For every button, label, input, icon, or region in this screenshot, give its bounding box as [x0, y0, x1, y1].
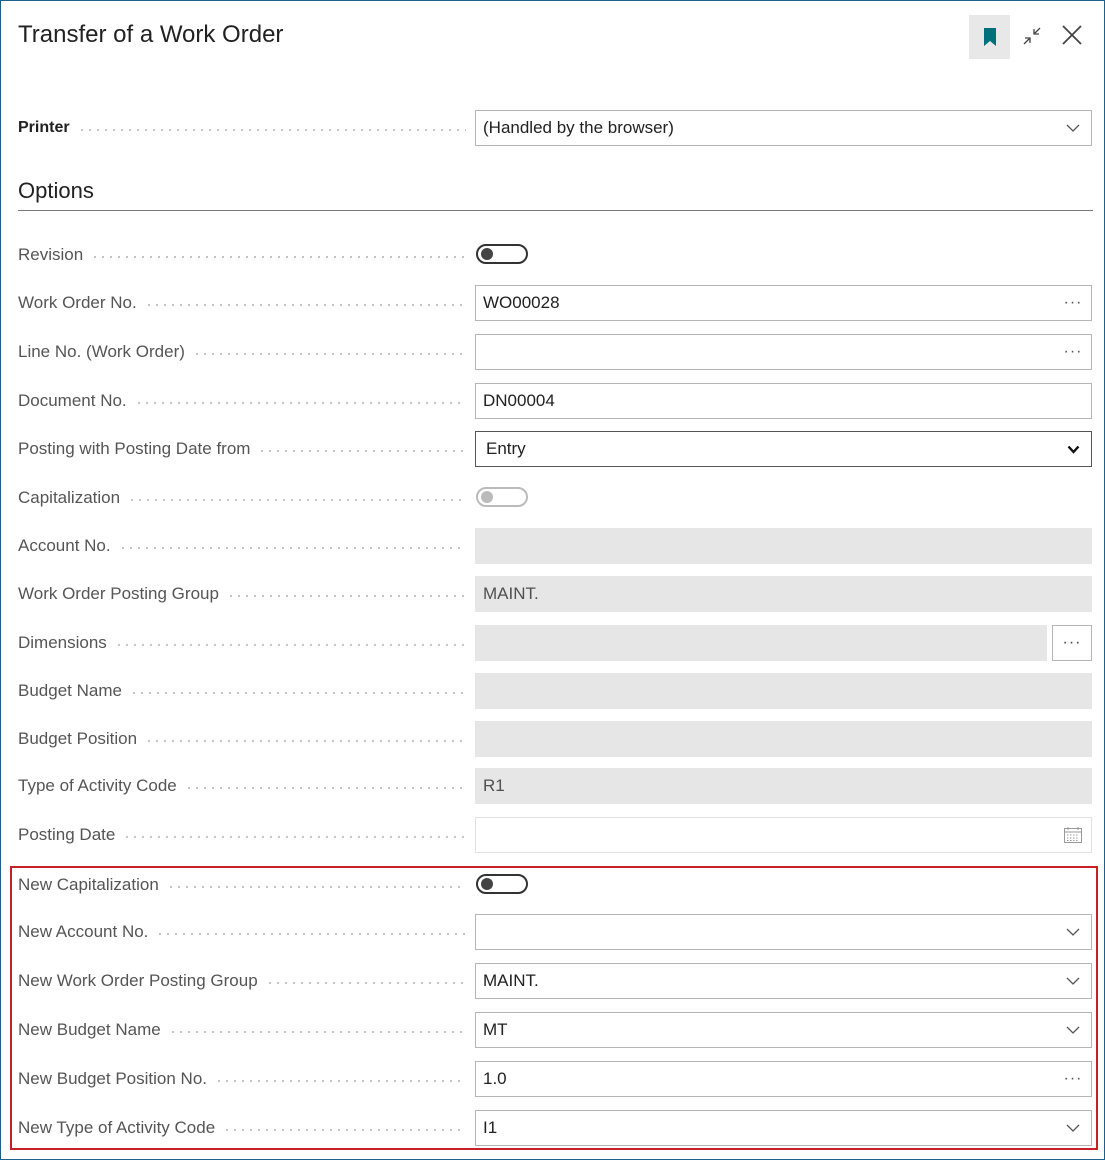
budget-name-label: Budget Name — [18, 673, 466, 709]
dimensions-row — [18, 625, 1093, 661]
document-no-row — [18, 383, 1093, 419]
dialog-title: Transfer of a Work Order — [18, 21, 284, 48]
printer-label: Printer — [18, 110, 466, 146]
new-budget-position-no-label: New Budget Position No. — [18, 1061, 466, 1097]
posting-date-label: Posting Date — [18, 817, 466, 853]
account-no-field — [475, 528, 1092, 564]
collapse-icon — [1021, 25, 1043, 47]
collapse-button[interactable] — [1017, 21, 1047, 51]
dimensions-label: Dimensions — [18, 625, 466, 661]
new-budget-position-no-input[interactable]: 1.0 ··· — [475, 1061, 1092, 1097]
work-order-posting-group-label: Work Order Posting Group — [18, 576, 466, 612]
posting-date-input — [475, 817, 1092, 853]
printer-row — [18, 110, 1093, 146]
capitalization-toggle — [476, 487, 528, 507]
chevron-down-icon — [1055, 977, 1091, 985]
highlight-box — [10, 866, 1098, 1150]
new-type-of-activity-code-label: New Type of Activity Code — [18, 1110, 466, 1146]
chevron-down-icon — [1055, 1026, 1091, 1034]
divider — [18, 210, 1093, 211]
new-budget-name-select[interactable]: MT — [475, 1012, 1092, 1048]
new-capitalization-toggle[interactable] — [476, 874, 528, 894]
lookup-ellipsis-icon[interactable]: ··· — [1063, 294, 1083, 311]
lookup-ellipsis-icon[interactable]: ··· — [1063, 1070, 1083, 1087]
calendar-icon — [1055, 826, 1091, 844]
dimensions-ellipsis-button[interactable]: ··· — [1052, 625, 1092, 661]
work-order-no-input[interactable]: WO00028 ··· — [475, 285, 1092, 321]
type-of-activity-code-row — [18, 768, 1093, 804]
work-order-no-row — [18, 285, 1093, 321]
posting-date-from-label: Posting with Posting Date from — [18, 431, 466, 467]
capitalization-row — [18, 480, 1093, 516]
new-budget-position-no-row — [18, 1061, 1093, 1097]
bookmark-button[interactable] — [969, 15, 1010, 59]
options-heading: Options — [18, 178, 94, 203]
new-capitalization-label: New Capitalization — [18, 867, 466, 903]
posting-date-from-row — [18, 431, 1093, 467]
revision-toggle[interactable] — [476, 244, 528, 264]
new-work-order-posting-group-select[interactable]: MAINT. — [475, 963, 1092, 999]
chevron-down-icon — [1055, 1124, 1091, 1132]
dimensions-field — [475, 625, 1047, 661]
bookmark-icon — [983, 27, 997, 47]
document-no-label: Document No. — [18, 383, 466, 419]
close-button[interactable] — [1056, 19, 1088, 51]
posting-date-row — [18, 817, 1093, 853]
close-icon — [1061, 24, 1083, 46]
new-type-of-activity-code-row — [18, 1110, 1093, 1146]
new-budget-name-label: New Budget Name — [18, 1012, 466, 1048]
budget-position-label: Budget Position — [18, 721, 466, 757]
capitalization-label: Capitalization — [18, 480, 466, 516]
new-account-no-row — [18, 914, 1093, 950]
new-work-order-posting-group-label: New Work Order Posting Group — [18, 963, 466, 999]
type-of-activity-code-label: Type of Activity Code — [18, 768, 466, 804]
work-order-no-label: Work Order No. — [18, 285, 466, 321]
chevron-down-icon — [1055, 124, 1091, 132]
budget-name-row — [18, 673, 1093, 709]
new-type-of-activity-code-select[interactable]: I1 — [475, 1110, 1092, 1146]
line-no-row — [18, 334, 1093, 370]
account-no-label: Account No. — [18, 528, 466, 564]
chevron-down-icon — [1055, 928, 1091, 936]
budget-position-row — [18, 721, 1093, 757]
type-of-activity-code-field: R1 — [475, 768, 1092, 804]
line-no-label: Line No. (Work Order) — [18, 334, 466, 370]
new-work-order-posting-group-row — [18, 963, 1093, 999]
budget-position-field — [475, 721, 1092, 757]
new-account-no-select[interactable] — [475, 914, 1092, 950]
new-budget-name-row — [18, 1012, 1093, 1048]
document-no-input[interactable]: DN00004 — [475, 383, 1092, 419]
line-no-input[interactable] — [475, 334, 1092, 370]
account-no-row — [18, 528, 1093, 564]
revision-row — [18, 237, 1093, 273]
posting-date-from-select[interactable]: Entry — [475, 431, 1092, 467]
new-account-no-label: New Account No. — [18, 914, 466, 950]
work-order-posting-group-row — [18, 576, 1093, 612]
lookup-ellipsis-icon[interactable]: ··· — [1063, 343, 1083, 360]
budget-name-field — [475, 673, 1092, 709]
new-capitalization-row — [18, 867, 1093, 903]
work-order-posting-group-field: MAINT. — [475, 576, 1092, 612]
revision-label: Revision — [18, 237, 466, 273]
printer-select[interactable]: (Handled by the browser) — [475, 110, 1092, 146]
chevron-down-icon — [1055, 445, 1091, 454]
